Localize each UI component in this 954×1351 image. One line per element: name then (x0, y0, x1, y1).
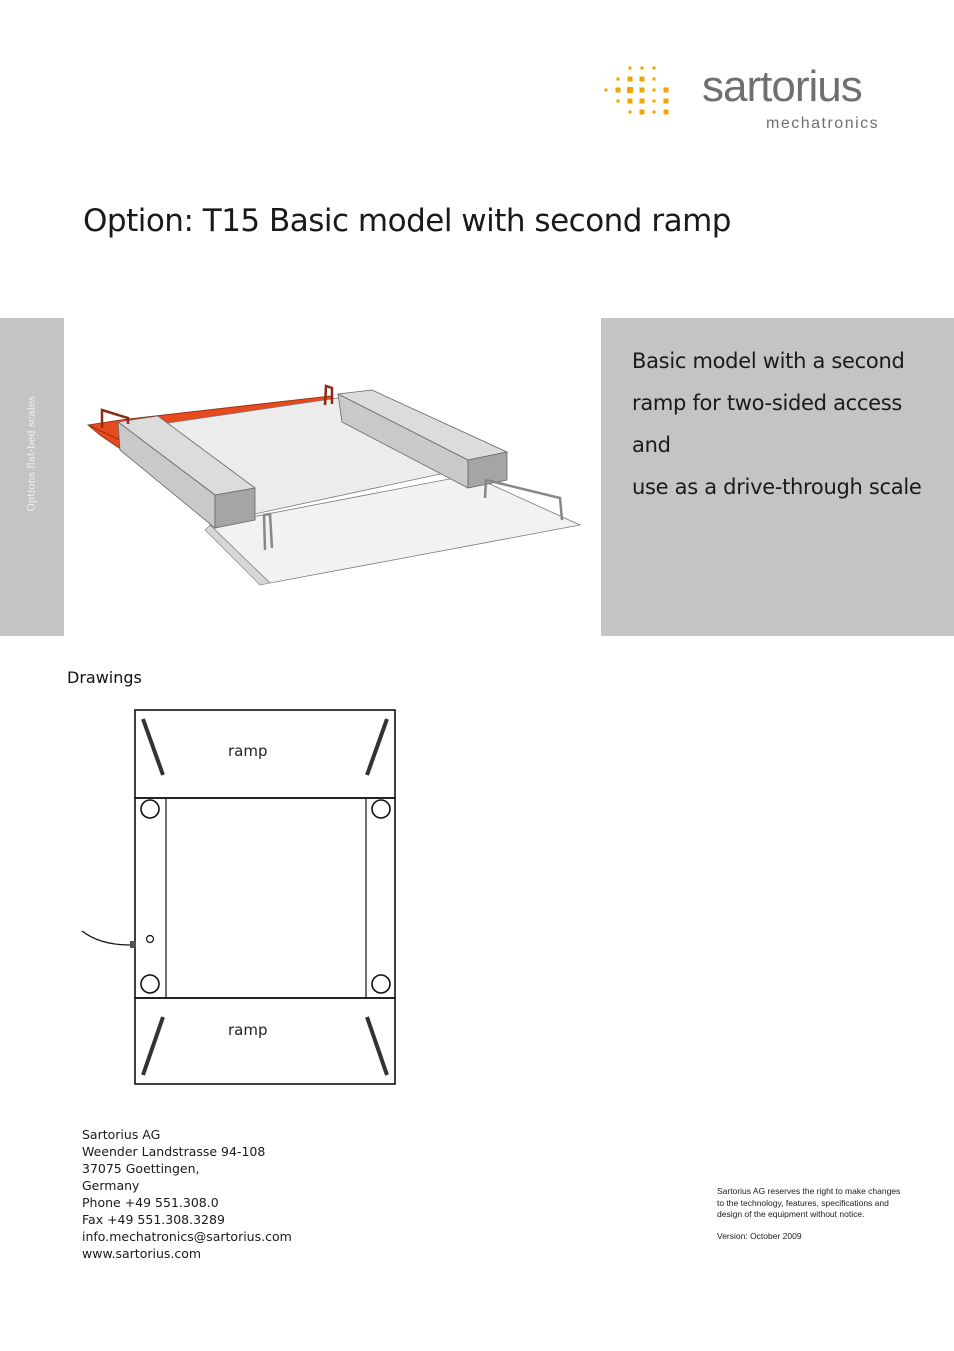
address-line: Phone +49 551.308.0 (82, 1195, 219, 1210)
page-title: Option: T15 Basic model with second ramp (83, 203, 731, 239)
scale-illustration (80, 380, 590, 590)
address-website: www.sartorius.com (82, 1246, 202, 1261)
logo-dot (629, 111, 632, 114)
foot-top-right (372, 800, 390, 818)
cable-connector (130, 941, 136, 948)
logo-dot (628, 77, 633, 82)
brand-name: sartorius (702, 62, 862, 111)
logo-dot (653, 100, 656, 103)
info-line: ramp for two-sided access and (632, 391, 903, 457)
logo-dot (653, 67, 656, 70)
notice-line: design of the equipment without notice. (717, 1209, 865, 1219)
foot-bottom-left (141, 975, 159, 993)
address-line: Fax +49 551.308.3289 (82, 1212, 225, 1227)
logo-dot (664, 110, 669, 115)
info-text (632, 340, 942, 508)
logo-dot (629, 67, 632, 70)
address-line: Germany (82, 1178, 140, 1193)
brand-division: mechatronics (766, 115, 880, 132)
info-line: Basic model with a second (632, 349, 905, 373)
logo-dot (605, 89, 608, 92)
drawings-heading: Drawings (67, 668, 142, 687)
bottom-ramp-slope-left (143, 1017, 163, 1075)
logo-dot (640, 88, 645, 93)
logo-dot (640, 99, 645, 104)
legal-notice (717, 1186, 917, 1221)
version-note: Version: October 2009 (717, 1231, 802, 1241)
notice-line: Sartorius AG reserves the right to make changes (717, 1186, 901, 1196)
address-email: info.mechatronics@sartorius.com (82, 1229, 292, 1244)
cable (82, 931, 135, 945)
logo-dot (628, 99, 633, 104)
top-view-drawing (80, 705, 410, 1090)
logo-dot (653, 111, 656, 114)
address-line: 37075 Goettingen, (82, 1161, 200, 1176)
bottom-ramp-label: ramp (228, 1021, 268, 1039)
logo-dot (640, 110, 645, 115)
cable-port (147, 936, 154, 943)
foot-bottom-right (372, 975, 390, 993)
logo-dot (664, 99, 669, 104)
logo-dot (627, 87, 633, 93)
foot-top-left (141, 800, 159, 818)
company-address (82, 1126, 292, 1262)
platform-outline (135, 798, 395, 998)
info-line: use as a drive-through scale (632, 475, 922, 499)
logo-dot (640, 77, 645, 82)
address-line: Sartorius AG (82, 1127, 161, 1142)
logo-dot (641, 67, 644, 70)
bottom-ramp-outline (135, 998, 395, 1084)
side-label: Options flat-bed scales (26, 396, 38, 512)
logo-dot (616, 88, 621, 93)
logo-dot-grid (605, 67, 669, 115)
address-line: Weender Landstrasse 94-108 (82, 1144, 266, 1159)
top-ramp-slope-left (143, 719, 163, 775)
logo-dot (617, 78, 620, 81)
logo-dot (617, 100, 620, 103)
notice-line: to the technology, features, specifications and (717, 1197, 889, 1208)
logo-dot (653, 78, 656, 81)
logo-dot (664, 88, 669, 93)
top-ramp-label: ramp (228, 742, 268, 760)
top-ramp-slope-right (367, 719, 387, 775)
bottom-ramp-slope-right (367, 1017, 387, 1075)
logo-dot (653, 89, 656, 92)
